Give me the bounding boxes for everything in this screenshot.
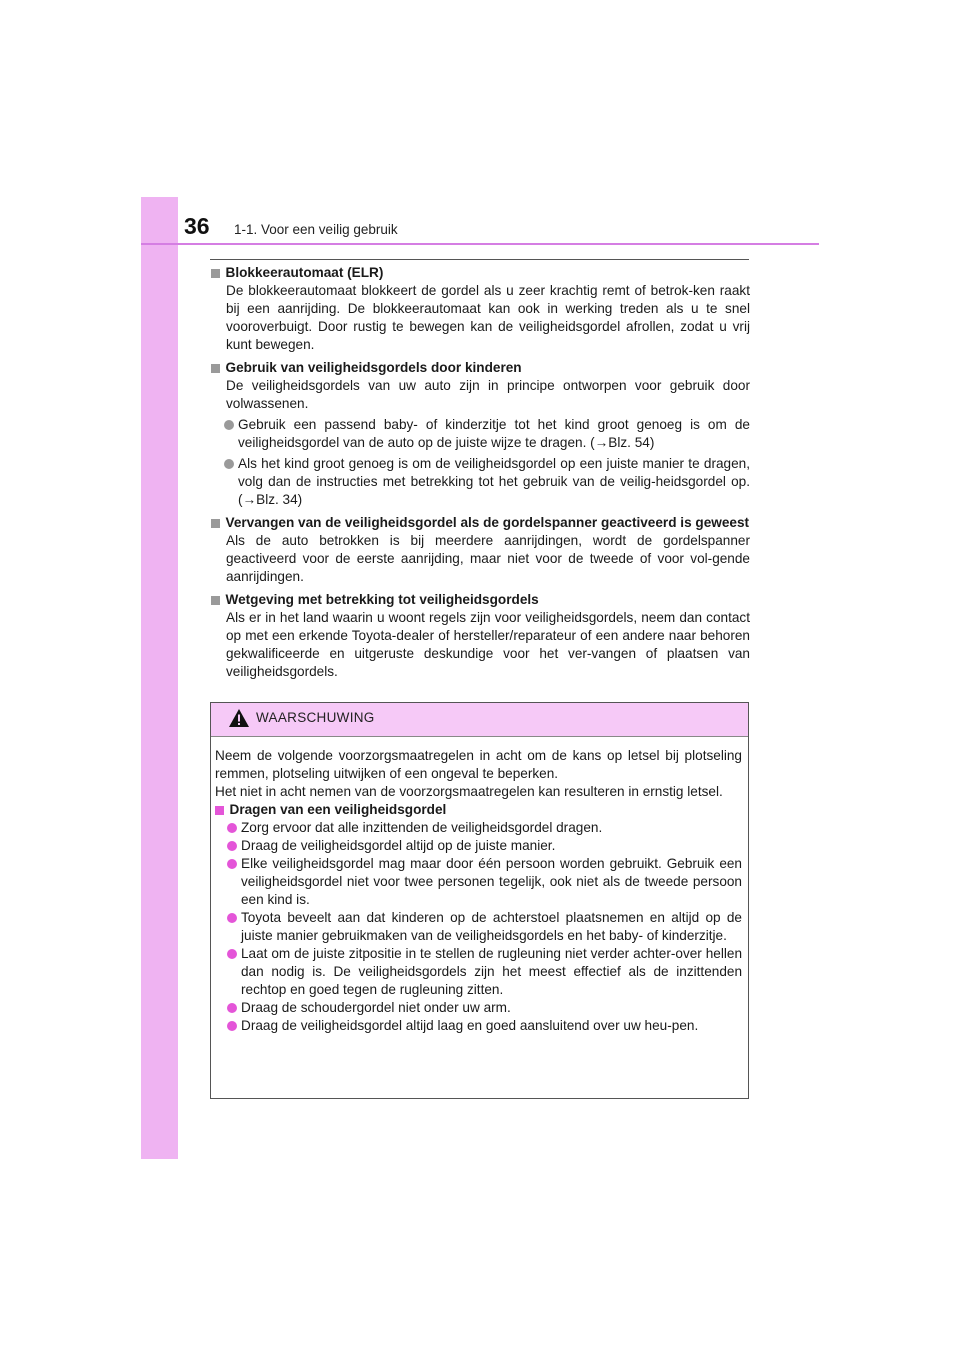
list-item-text: Toyota beveelt aan dat kinderen op de achterstoel plaatsnemen en altijd op de juiste manier gebruikmaken van de veiligheidsgordels en het baby- of kinderzitje. <box>241 910 742 943</box>
topic-heading <box>210 514 750 532</box>
side-tab <box>141 197 178 1159</box>
warning-intro-consequence: Het niet in acht nemen van de voorzorgsmaatregelen kan resulteren in ernstig letsel. <box>215 784 723 799</box>
topic-children <box>210 359 750 509</box>
warning-box <box>210 702 749 1099</box>
list-item <box>224 455 750 509</box>
circle-bullet-icon <box>227 1003 237 1013</box>
circle-bullet-icon <box>224 459 234 469</box>
section-title: 1-1. Voor een veilig gebruik <box>234 222 398 237</box>
list-item <box>227 945 742 999</box>
warning-label: WAARSCHUWING <box>256 710 375 725</box>
list-item-text: Laat om de juiste zitpositie in te stellen de rugleuning niet verder achter-over hellen dan nodig is. De veiligheidsgordels zijn het meest effectief als de inzittenden rechtop en goed tegen de rugleuning zitten. <box>241 946 742 997</box>
header-rule <box>141 243 819 245</box>
content-rule <box>210 259 749 260</box>
list-item-text: Elke veiligheidsgordel mag maar door één persoon worden gebruikt. Gebruik een veiligheidsgordel niet voor twee personen tegelijk, ook niet als de tweede persoon een kind is. <box>241 856 742 907</box>
topic-text: De veiligheidsgordels van uw auto zijn in principe ontworpen voor gebruik door volwassenen. <box>226 378 750 411</box>
topic-heading <box>210 264 750 282</box>
square-bullet-icon <box>211 519 220 528</box>
list-item-text: Als het kind groot genoeg is om de veiligheidsgordel op een juiste manier te dragen, volg dan de instructies met betrekking tot het gebruik van de veilig-heidsgordel op. (→Blz. 34) <box>238 456 750 507</box>
topic-text: Als de auto betrokken is bij meerdere aanrijdingen, wordt de gordelspanner geactiveerd voor de eerste aanrijding, maar niet voor de tweede of voor vol-gende aanrijdingen. <box>226 533 750 584</box>
main-content <box>210 264 750 686</box>
list-item <box>227 909 742 945</box>
warning-intro: Neem de volgende voorzorgsmaatregelen in acht om de kans op letsel bij plotseling remmen, plotseling uitwijken of een ongeval te beperken. <box>215 748 742 781</box>
circle-bullet-icon <box>227 859 237 869</box>
list-item <box>227 1017 742 1035</box>
list-item-text: Gebruik een passend baby- of kinderzitje tot het kind groot genoeg is om de veiligheidsgordel van de auto op de juiste wijze te dragen. (→Blz. 54) <box>238 417 750 450</box>
topic-title: Gebruik van veiligheidsgordels door kinderen <box>225 360 522 375</box>
page-number: 36 <box>184 213 210 239</box>
topic-heading <box>210 359 750 377</box>
warning-subtitle-row <box>215 801 742 819</box>
list-item-text: Draag de veiligheidsgordel altijd op de juiste manier. <box>241 838 556 853</box>
warning-header <box>211 703 748 737</box>
list-item <box>227 837 742 855</box>
warning-subtitle: Dragen van een veiligheidsgordel <box>229 802 447 817</box>
circle-bullet-icon <box>227 823 237 833</box>
topic-title: Wetgeving met betrekking tot veiligheidsgordels <box>225 592 539 607</box>
circle-bullet-icon <box>227 841 237 851</box>
topic-heading <box>210 591 750 609</box>
list-item-text: Zorg ervoor dat alle inzittenden de veiligheidsgordel dragen. <box>241 820 603 835</box>
list-item-text: Draag de schoudergordel niet onder uw arm. <box>241 1000 511 1015</box>
circle-bullet-icon <box>224 420 234 430</box>
square-bullet-icon <box>211 269 220 278</box>
circle-bullet-icon <box>227 949 237 959</box>
list-item <box>227 855 742 909</box>
list-item-text: Draag de veiligheidsgordel altijd laag en goed aansluitend over uw heu-pen. <box>241 1018 699 1033</box>
list-item <box>224 416 750 452</box>
topic-pretensioner <box>210 514 750 586</box>
square-bullet-icon <box>211 596 220 605</box>
topic-title: Blokkeerautomaat (ELR) <box>225 265 384 280</box>
circle-bullet-icon <box>227 913 237 923</box>
topic-legislation <box>210 591 750 681</box>
square-bullet-icon <box>211 364 220 373</box>
topic-text: De blokkeerautomaat blokkeert de gordel als u zeer krachtig remt of betrok-ken raakt bij een aanrijding. De blokkeerautomaat kan ook in werking treden als u te snel vooroverbuigt. Door rustig te bewegen kan de veiligheidsgordel afrollen, zodat u vrij kunt bewegen. <box>226 283 750 352</box>
topic-title: Vervangen van de veiligheidsgordel als de gordelspanner geactiveerd is geweest <box>225 515 750 530</box>
topic-elr <box>210 264 750 354</box>
list-item <box>227 999 742 1017</box>
topic-text: Als er in het land waarin u woont regels zijn voor veiligheidsgordels, neem dan contact op met een erkende Toyota-dealer of hersteller/reparateur of een andere naar behoren gekwalificeerde en uitgeruste deskundige voor het ver-vangen of plaatsen van veiligheidsgordels. <box>226 610 750 679</box>
warning-triangle-icon <box>228 708 250 728</box>
list-item <box>227 819 742 837</box>
circle-bullet-icon <box>227 1021 237 1031</box>
warning-body <box>211 737 748 1035</box>
square-bullet-icon <box>215 806 224 815</box>
